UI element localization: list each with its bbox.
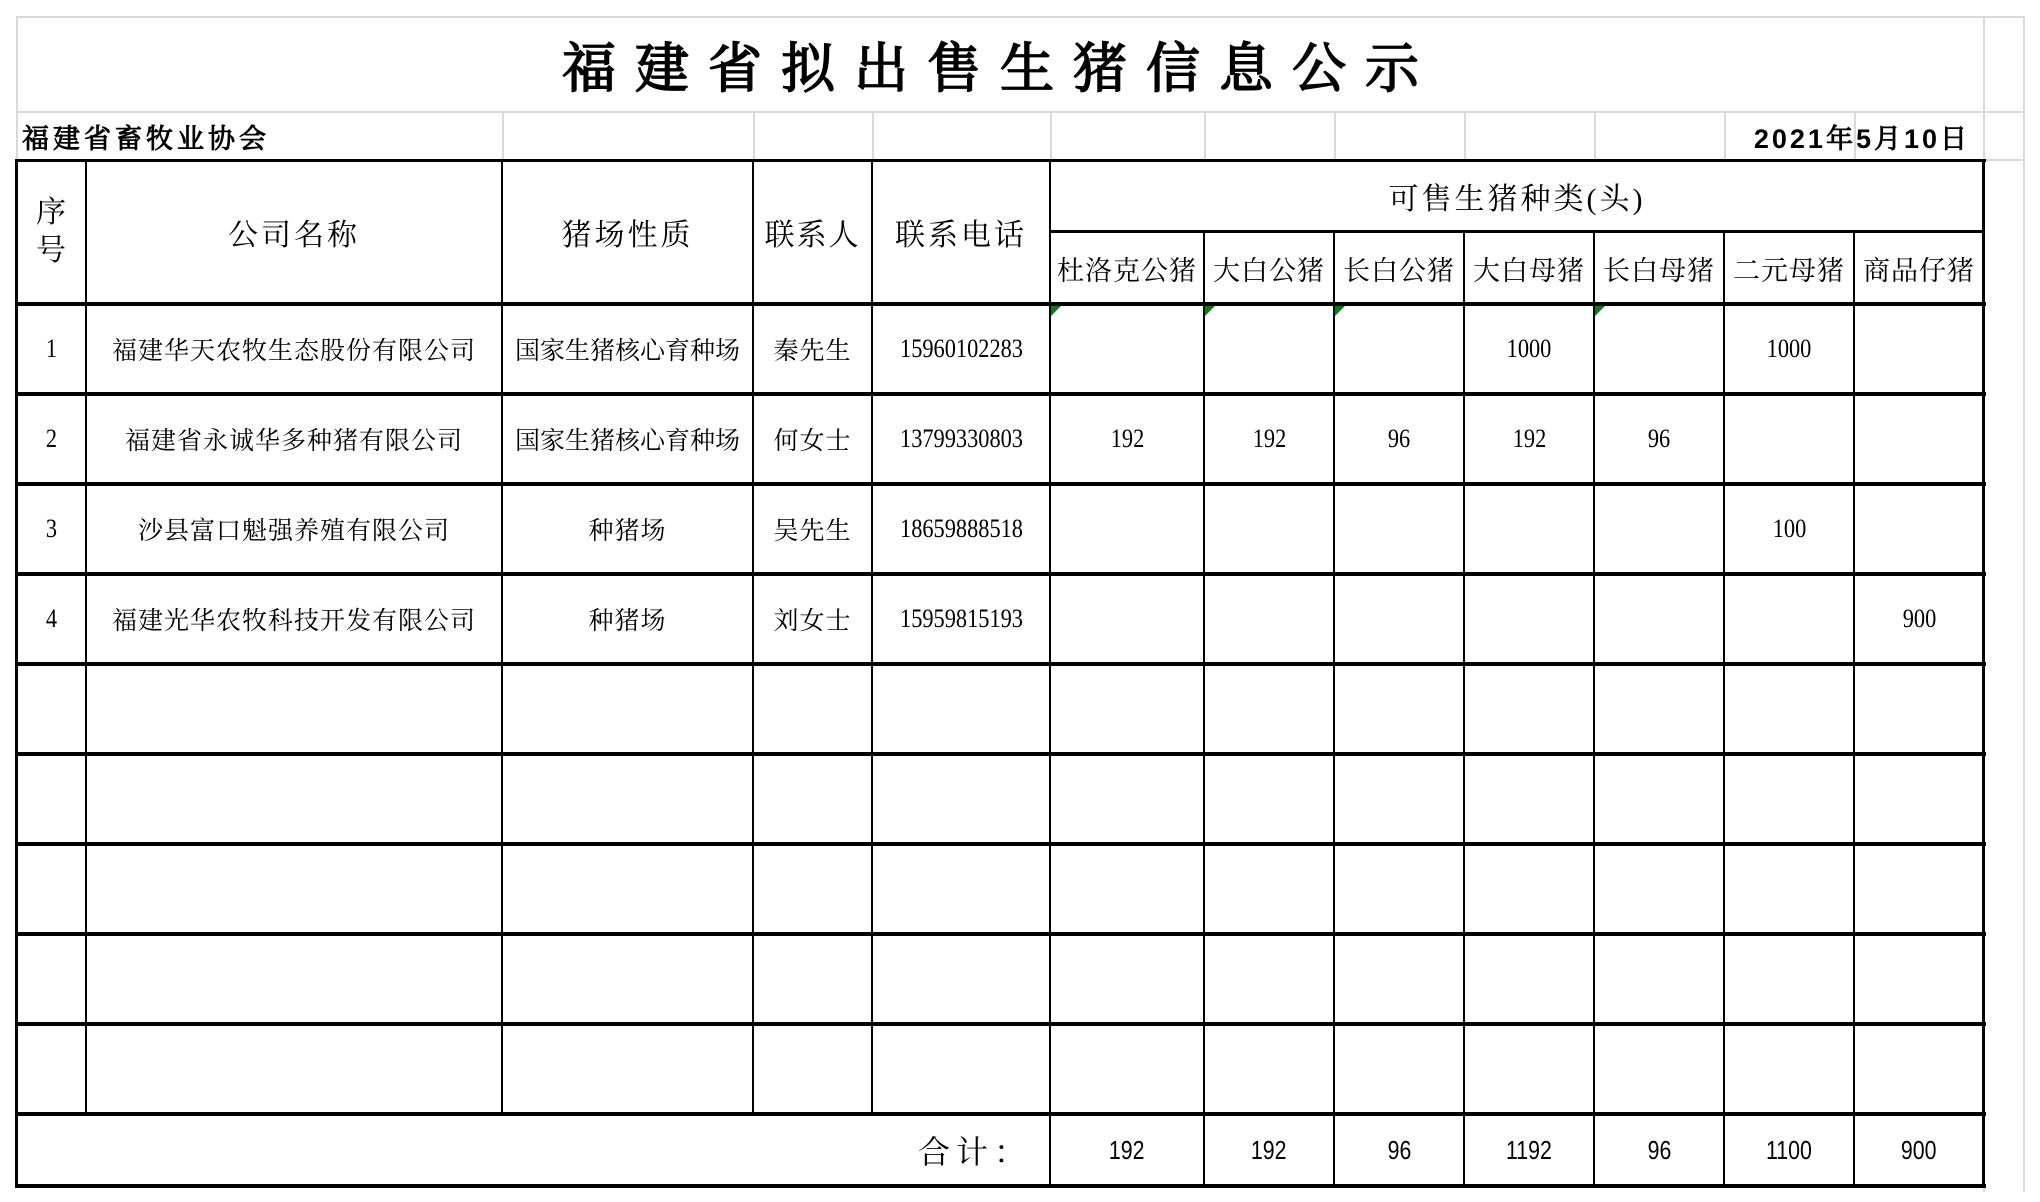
gridline [753,111,755,160]
border-line [1463,231,1465,1187]
header-breed-crossbred-sow: 二元母猪 [1733,255,1845,286]
table-row-4-count-commercial-piglet[interactable]: 900 [1902,604,1936,633]
table-row-2-count-large-white-sow[interactable]: 192 [1512,424,1546,453]
cell-flag-icon[interactable] [1205,306,1215,316]
cell-flag-icon[interactable] [1595,306,1605,316]
cell-flag-icon[interactable] [1051,306,1061,316]
table-row-3-phone[interactable]: 18659888518 [899,514,1023,543]
table-row-3-company[interactable]: 沙县富口魁强养殖有限公司 [137,518,450,545]
table-row-1-count-landrace-sow[interactable] [1594,304,1724,394]
border-line [1333,231,1335,1187]
header-company: 公司名称 [228,219,360,252]
gridline [1464,111,1466,160]
table-row-3-count-commercial-piglet[interactable] [1854,484,1984,574]
table-row-4-seq[interactable]: 4 [45,604,57,633]
border-line [85,160,87,1114]
table-row-2-farm-type[interactable]: 国家生猪核心育种场 [514,428,740,455]
border-line [15,159,1986,162]
border-line [15,302,1986,306]
border-line [871,160,873,1114]
table-row-1-count-crossbred-sow[interactable]: 1000 [1766,334,1812,363]
header-breed-landrace-sow: 长白母猪 [1603,255,1715,286]
gridline [1050,111,1052,160]
border-line [15,482,1986,486]
table-row-4-count-landrace-sow[interactable] [1594,574,1724,664]
gridline [1204,111,1206,160]
table-row-1-count-landrace-boar[interactable] [1334,304,1464,394]
border-line [15,752,1986,756]
table-row-2-count-large-white-boar[interactable]: 192 [1252,424,1286,453]
organization-label: 福建省畜牧业协会 [22,123,270,154]
total-large-white-sow[interactable]: 1192 [1506,1134,1552,1165]
header-farm-type: 猪场性质 [561,219,694,252]
border-line [752,160,754,1114]
table-row-3-count-duroc-boar[interactable] [1050,484,1204,574]
table-row-4-count-landrace-boar[interactable] [1334,574,1464,664]
date-label: 2021年5月10日 [1753,123,1970,154]
table-row-empty[interactable] [16,664,1984,754]
table-row-1-seq[interactable]: 1 [45,334,57,363]
border-line [15,842,1986,846]
table-row-2-count-landrace-sow[interactable]: 96 [1647,424,1671,453]
total-crossbred-sow[interactable]: 1100 [1766,1134,1812,1165]
header-breed-large-white-boar: 大白公猪 [1213,255,1325,286]
border-line [1723,231,1725,1187]
total-duroc-boar[interactable]: 192 [1109,1134,1145,1165]
border-line [1853,231,1855,1187]
header-breed-large-white-sow: 大白母猪 [1473,255,1585,286]
table-row-1-count-large-white-boar[interactable] [1204,304,1334,394]
table-row-3-seq[interactable]: 3 [45,514,57,543]
border-line [15,1112,1986,1116]
table-row-4-phone[interactable]: 15959815193 [899,604,1023,633]
table-row-3-count-landrace-boar[interactable] [1334,484,1464,574]
table-row-1-count-duroc-boar[interactable] [1050,304,1204,394]
table-row-4-count-crossbred-sow[interactable] [1724,574,1854,664]
table-row-1-company[interactable]: 福建华天农牧生态股份有限公司 [111,338,476,365]
table-row-2-contact[interactable]: 何女士 [773,428,852,455]
header-seq-bottom: 号 [36,234,66,267]
total-commercial-piglet[interactable]: 900 [1901,1134,1937,1165]
table-row-3-count-large-white-boar[interactable] [1204,484,1334,574]
table-row-3-count-large-white-sow[interactable] [1464,484,1594,574]
table-row-2-count-duroc-boar[interactable]: 192 [1110,424,1144,453]
total-landrace-sow[interactable]: 96 [1647,1134,1671,1165]
header-breed-landrace-boar: 长白公猪 [1343,255,1455,286]
header-breed-duroc-boar: 杜洛克公猪 [1057,255,1197,286]
border-line [1050,230,1985,233]
table-row-2-seq[interactable]: 2 [45,424,57,453]
cell-flag-icon[interactable] [1335,306,1345,316]
table-row-1-count-commercial-piglet[interactable] [1854,304,1984,394]
header-seq-top: 序 [36,196,66,229]
border-line [15,572,1986,576]
table-row-4-company[interactable]: 福建光华农牧科技开发有限公司 [111,608,476,635]
header-breed-commercial-piglet: 商品仔猪 [1863,255,1975,286]
table-row-1-count-large-white-sow[interactable]: 1000 [1506,334,1552,363]
table-row-4-count-large-white-sow[interactable] [1464,574,1594,664]
table-row-empty[interactable] [16,934,1984,1024]
table-row-4-count-large-white-boar[interactable] [1204,574,1334,664]
total-large-white-boar[interactable]: 192 [1251,1134,1287,1165]
table-row-1-phone[interactable]: 15960102283 [899,334,1023,363]
table-row-3-count-landrace-sow[interactable] [1594,484,1724,574]
page-title: 福建省拟出售生猪信息公示 [562,38,1438,99]
table-row-4-contact[interactable]: 刘女士 [773,608,852,635]
border-line [1982,160,1985,1187]
table-row-empty[interactable] [16,754,1984,844]
table-row-4-count-duroc-boar[interactable] [1050,574,1204,664]
table-row-empty[interactable] [16,1024,1984,1114]
table-row-3-farm-type[interactable]: 种猪场 [588,518,667,545]
table-row-2-company[interactable]: 福建省永诚华多种猪有限公司 [124,428,463,455]
border-line [15,160,18,1187]
table-row-3-contact[interactable]: 吴先生 [773,518,852,545]
border-line [1593,231,1595,1187]
header-phone: 联系电话 [895,219,1027,252]
border-line [15,392,1986,396]
gridline [872,111,874,160]
border-line [15,1022,1986,1026]
total-landrace-boar[interactable]: 96 [1387,1134,1411,1165]
table-row-1-farm-type[interactable]: 国家生猪核心育种场 [514,338,740,365]
border-line [15,932,1986,936]
totals-label: 合计： [917,1134,1032,1170]
table-row-4-farm-type[interactable]: 种猪场 [588,608,667,635]
header-contact: 联系人 [764,219,861,252]
table-row-1-contact[interactable]: 秦先生 [773,338,852,365]
border-line [15,662,1986,666]
table-row-3-count-crossbred-sow[interactable]: 100 [1772,514,1806,543]
table-row-2-count-commercial-piglet[interactable] [1854,394,1984,484]
border-line [15,1184,1986,1188]
table-row-2-count-landrace-boar[interactable]: 96 [1387,424,1411,453]
border-line [501,160,503,1114]
gridline [502,111,504,160]
table-row-empty[interactable] [16,844,1984,934]
gridline [2023,16,2025,1192]
header-seq [16,160,86,304]
border-line [1203,231,1205,1187]
header-breed-group: 可售生猪种类(头) [1388,183,1646,216]
table-row-2-phone[interactable]: 13799330803 [899,424,1023,453]
gridline [1334,111,1336,160]
table-row-2-count-crossbred-sow[interactable] [1724,394,1854,484]
